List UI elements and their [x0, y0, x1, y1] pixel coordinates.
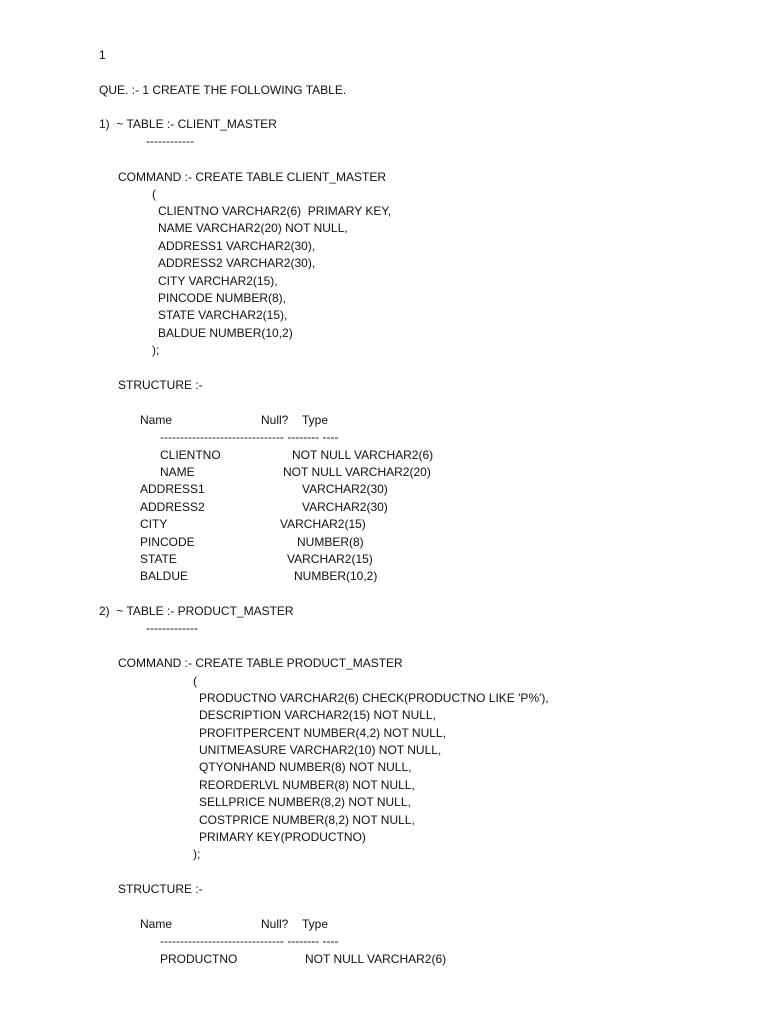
section-1-command-open-paren: ( — [152, 187, 156, 201]
section-1-header-null: Null? — [261, 413, 289, 427]
section-1-row-type: NUMBER(8) — [297, 535, 364, 549]
section-2-column-def: PRIMARY KEY(PRODUCTNO) — [199, 830, 366, 844]
section-1-row-type: VARCHAR2(15) — [280, 517, 366, 531]
section-1-row-name: ADDRESS2 — [140, 500, 205, 514]
section-1-row-name: NAME — [160, 465, 195, 479]
section-2-command-open-paren: ( — [193, 674, 197, 688]
section-1-column-def: NAME VARCHAR2(20) NOT NULL, — [158, 221, 348, 235]
section-2-column-def: PRODUCTNO VARCHAR2(6) CHECK(PRODUCTNO LIKE 'P%'), — [199, 691, 549, 705]
section-1-row-name: ADDRESS1 — [140, 482, 205, 496]
section-1-command-close: ); — [152, 343, 160, 357]
section-1-command: COMMAND :- CREATE TABLE CLIENT_MASTER — [118, 170, 387, 184]
page-number: 1 — [99, 48, 106, 62]
section-1-row-type: VARCHAR2(30) — [302, 500, 388, 514]
section-1-column-def: STATE VARCHAR2(15), — [158, 308, 288, 322]
section-2-column-def: COSTPRICE NUMBER(8,2) NOT NULL, — [199, 813, 415, 827]
section-1-row-type: NOT NULL VARCHAR2(20) — [283, 465, 431, 479]
section-1-heading: 1) ~ TABLE :- CLIENT_MASTER — [99, 117, 277, 131]
section-1-structure-label: STRUCTURE :- — [118, 378, 203, 392]
section-2-underline: ------------- — [146, 621, 198, 635]
section-2-column-def: UNITMEASURE VARCHAR2(10) NOT NULL, — [199, 743, 442, 757]
section-1-row-name: CLIENTNO — [160, 448, 221, 462]
section-1-structure-rule: ------------------------------- -------- ---- — [160, 430, 339, 444]
section-2-header-type: Type — [302, 917, 329, 931]
section-2-row-name: PRODUCTNO — [160, 952, 238, 966]
question-heading: QUE. :- 1 CREATE THE FOLLOWING TABLE. — [99, 83, 347, 97]
section-2-column-def: REORDERLVL NUMBER(8) NOT NULL, — [199, 778, 415, 792]
section-1-header-name: Name — [140, 413, 173, 427]
section-1-column-def: PINCODE NUMBER(8), — [158, 291, 287, 305]
section-2-column-def: DESCRIPTION VARCHAR2(15) NOT NULL, — [199, 708, 436, 722]
section-2-column-def: SELLPRICE NUMBER(8,2) NOT NULL, — [199, 795, 411, 809]
section-1-column-def: ADDRESS1 VARCHAR2(30), — [158, 239, 316, 253]
section-2-column-def: PROFITPERCENT NUMBER(4,2) NOT NULL, — [199, 726, 446, 740]
section-1-column-def: CLIENTNO VARCHAR2(6) PRIMARY KEY, — [158, 204, 392, 218]
section-1-row-name: STATE — [140, 552, 177, 566]
section-2-structure-rule: ------------------------------- -------- ---- — [160, 934, 339, 948]
section-1-row-name: BALDUE — [140, 569, 189, 583]
section-1-row-type: NUMBER(10,2) — [294, 569, 378, 583]
section-1-underline: ------------ — [146, 134, 194, 148]
section-1-row-name: PINCODE — [140, 535, 195, 549]
section-1-column-def: BALDUE NUMBER(10,2) — [158, 326, 293, 340]
section-1-row-name: CITY — [140, 517, 168, 531]
section-2-column-def: QTYONHAND NUMBER(8) NOT NULL, — [199, 760, 412, 774]
section-1-row-type: NOT NULL VARCHAR2(6) — [292, 448, 434, 462]
section-1-header-type: Type — [302, 413, 329, 427]
section-2-command-close: ); — [193, 847, 201, 861]
section-1-column-def: ADDRESS2 VARCHAR2(30), — [158, 256, 316, 270]
section-1-row-type: VARCHAR2(15) — [287, 552, 373, 566]
section-1-column-def: CITY VARCHAR2(15), — [158, 274, 278, 288]
section-2-row-type: NOT NULL VARCHAR2(6) — [305, 952, 447, 966]
section-2-structure-label: STRUCTURE :- — [118, 882, 203, 896]
section-2-header-null: Null? — [261, 917, 289, 931]
section-2-header-name: Name — [140, 917, 173, 931]
section-2-heading: 2) ~ TABLE :- PRODUCT_MASTER — [99, 604, 294, 618]
section-1-row-type: VARCHAR2(30) — [302, 482, 388, 496]
section-2-command: COMMAND :- CREATE TABLE PRODUCT_MASTER — [118, 656, 403, 670]
